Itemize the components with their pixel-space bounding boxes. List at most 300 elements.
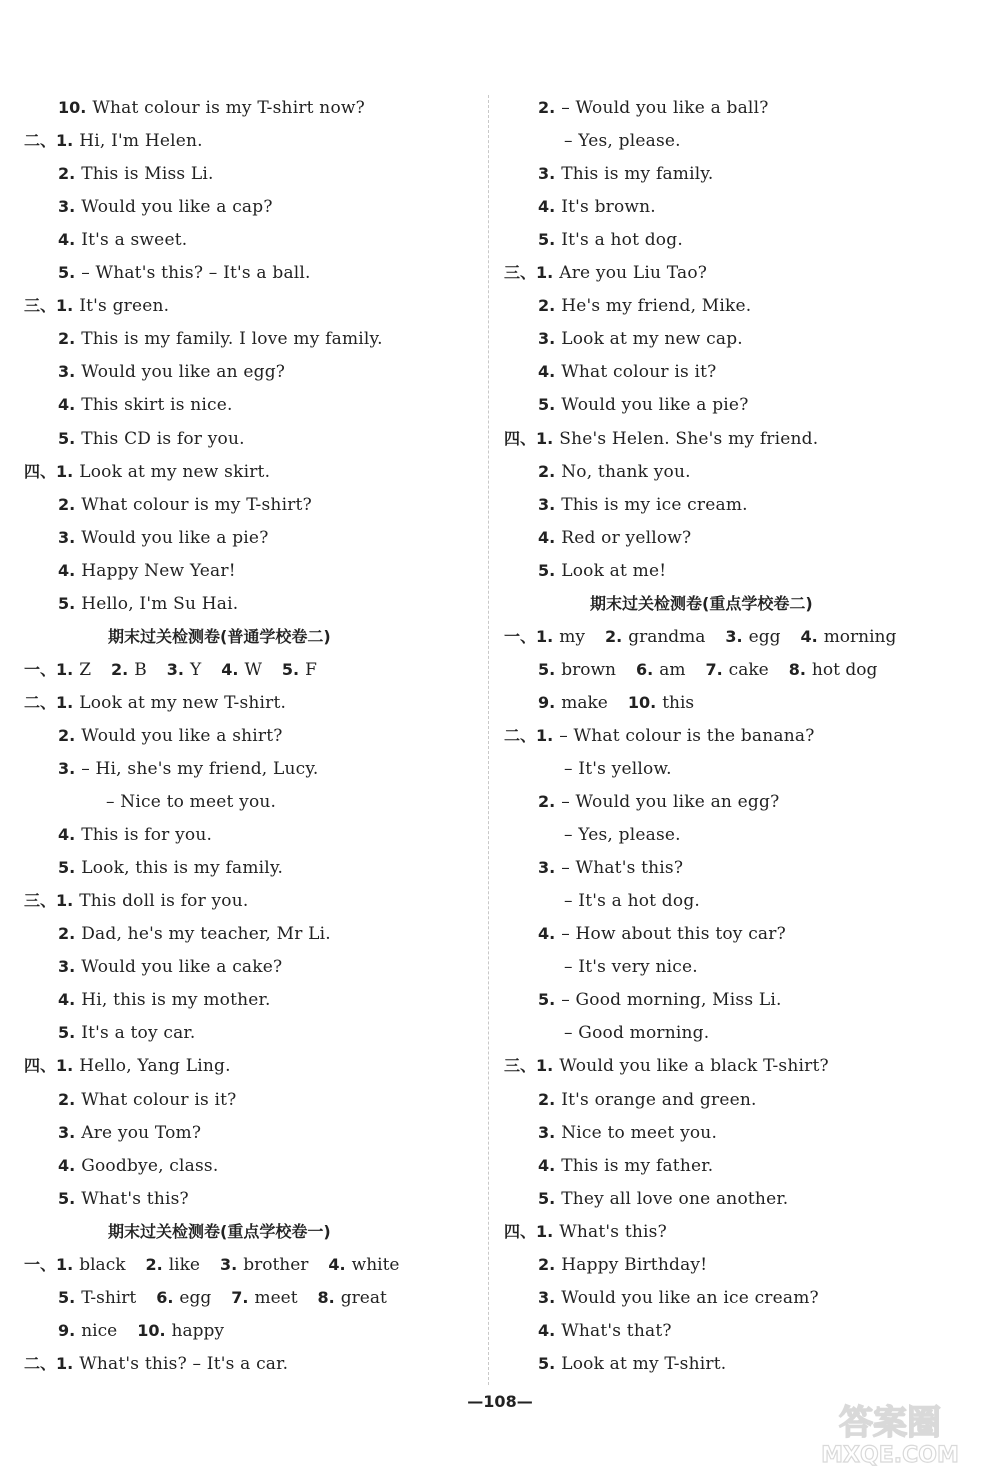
answer-item (137, 1320, 224, 1342)
answer-text: Look at my new skirt. (79, 461, 271, 482)
item-answer: great (340, 1287, 387, 1308)
answer-text: Would you like a cake? (81, 957, 283, 978)
item-answer: Y (189, 659, 202, 680)
section-marker: 三、 (504, 263, 537, 283)
item-number: 2. (58, 329, 76, 349)
answer-text: Look at my T-shirt. (561, 1353, 727, 1374)
item-number: 2. (58, 1089, 76, 1109)
answer-line (538, 295, 751, 317)
item-number: 5. (538, 1353, 556, 1373)
item-number: 3. (58, 957, 76, 977)
item-number: 3. (58, 759, 76, 778)
item-answer: happy (171, 1320, 224, 1341)
item-number: 2. (58, 164, 76, 184)
answer-text: Red or yellow? (561, 527, 692, 548)
section-marker: 一、 (24, 1254, 57, 1274)
answer-line (504, 725, 815, 747)
item-number: 9. (58, 1320, 76, 1340)
section-marker: 三、 (24, 891, 57, 911)
item-number: 1. (56, 659, 74, 679)
item-answer: morning (823, 626, 897, 647)
answer-item (636, 659, 685, 681)
item-answer: my (559, 626, 585, 647)
item-answer: W (244, 659, 262, 680)
item-number: 3. (58, 197, 76, 217)
answer-line (58, 494, 312, 516)
item-number: 2. (538, 461, 556, 481)
item-number: 2. (604, 626, 623, 646)
answer-item (221, 659, 262, 681)
item-number: 2. (538, 1089, 556, 1109)
answer-item (789, 659, 878, 681)
item-number: 10. (137, 1320, 166, 1340)
answer-line (58, 328, 383, 350)
item-number: 6. (156, 1287, 174, 1307)
answer-line (558, 758, 672, 780)
section-marker: 二、 (24, 131, 57, 151)
item-number: 8. (317, 1287, 335, 1307)
answer-items-row (58, 1287, 407, 1309)
answer-line (538, 229, 683, 251)
answer-item (705, 659, 768, 681)
answer-text: Would you like a shirt? (81, 725, 283, 746)
answer-text: Happy Birthday! (561, 1254, 708, 1275)
answer-line (58, 824, 212, 846)
answer-text: It's orange and green. (561, 1089, 757, 1110)
answer-text: This is Miss Li. (81, 164, 214, 185)
item-number: 1. (56, 1353, 74, 1373)
answer-text: What colour is it? (81, 1089, 237, 1110)
answer-text: – Would you like an egg? (561, 792, 780, 813)
answer-line (538, 196, 656, 218)
answer-text: – What's this? – It's a ball. (81, 263, 311, 284)
answer-line (538, 97, 769, 119)
answer-text: This is my family. (561, 164, 714, 185)
item-number: 4. (58, 990, 76, 1010)
answer-line (538, 857, 683, 879)
answer-text: – Good morning, Miss Li. (561, 990, 782, 1011)
item-number: 1. (536, 1221, 554, 1241)
answer-text: He's my friend, Mike. (561, 296, 752, 317)
answer-item (725, 626, 780, 648)
answer-line (24, 461, 270, 483)
section-marker: 一、 (504, 626, 537, 646)
answer-text: What's this? (559, 1221, 667, 1242)
item-number: 5. (58, 593, 76, 613)
item-number: 1. (56, 296, 74, 316)
answer-line (538, 1254, 707, 1276)
answer-line (58, 262, 311, 284)
answer-text: What colour is my T-shirt now? (92, 98, 365, 118)
answer-line (538, 1320, 672, 1342)
answer-line (58, 989, 271, 1011)
answer-text: They all love one another. (561, 1188, 789, 1209)
answer-item (800, 626, 896, 648)
answer-text: This CD is for you. (81, 428, 245, 449)
item-number: 3. (58, 1122, 76, 1142)
answer-text: This doll is for you. (79, 891, 249, 912)
section-marker: 四、 (24, 1056, 57, 1076)
item-answer: Z (79, 659, 92, 680)
answer-line (538, 560, 666, 582)
item-number: 2. (538, 98, 556, 117)
answer-text: What colour is it? (561, 362, 717, 383)
item-number: 5. (58, 263, 76, 283)
answer-item (56, 659, 91, 681)
answer-line (58, 1122, 201, 1144)
item-answer: white (351, 1254, 400, 1275)
item-number: 9. (538, 692, 556, 712)
item-number: 2. (111, 659, 129, 679)
item-number: 10. (58, 98, 87, 117)
answer-line (538, 163, 714, 185)
svg-text:MXQE.COM: MXQE.COM (821, 1443, 959, 1468)
item-answer: meet (254, 1287, 298, 1308)
answer-line (58, 163, 214, 185)
answer-line (58, 361, 285, 383)
item-number: 10. (627, 692, 657, 712)
watermark-logo (800, 1398, 980, 1468)
answer-item (58, 1320, 117, 1342)
answer-line (24, 890, 249, 912)
item-answer: grandma (628, 626, 706, 647)
item-number: 4. (538, 527, 556, 547)
item-number: 4. (538, 924, 556, 944)
column-divider (488, 95, 489, 1385)
section-title: 期末过关检测卷(普通学校卷二) (108, 626, 331, 646)
answer-text: What's this? – It's a car. (79, 1353, 289, 1374)
item-answer: brown (561, 659, 616, 680)
item-number: 2. (58, 725, 76, 745)
section-marker: 二、 (24, 1353, 57, 1373)
item-number: 3. (538, 494, 556, 514)
item-number: 3. (58, 362, 76, 382)
answer-item (536, 626, 585, 648)
item-number: 3. (538, 858, 556, 878)
answer-text: Hello, Yang Ling. (79, 1056, 231, 1077)
answer-line (58, 725, 283, 747)
item-number: 4. (538, 362, 556, 382)
answer-text: – Would you like a ball? (561, 98, 769, 118)
item-answer: B (134, 659, 147, 680)
answer-text: Look, this is my family. (81, 858, 284, 879)
answer-item (538, 659, 616, 681)
item-number: 5. (281, 659, 300, 679)
answer-text: What colour is my T-shirt? (81, 494, 312, 515)
answer-line (504, 428, 818, 450)
answer-line (24, 1055, 231, 1077)
item-number: 1. (56, 1254, 74, 1274)
answer-item (167, 659, 201, 681)
item-number: 5. (58, 1287, 76, 1307)
answer-line (538, 1122, 717, 1144)
answer-text: It's a hot dog. (561, 230, 683, 251)
item-number: 1. (536, 428, 554, 448)
answer-line (58, 560, 236, 582)
answer-line (58, 857, 283, 879)
answer-item (111, 659, 147, 681)
answer-text: It's green. (79, 296, 170, 317)
answer-item (328, 1254, 399, 1276)
answer-text: Are you Liu Tao? (559, 263, 708, 284)
item-number: 1. (536, 1056, 554, 1076)
answer-text: – Hi, she's my friend, Lucy. (81, 759, 319, 779)
answer-text: This is for you. (81, 825, 213, 846)
answer-item (538, 692, 608, 714)
answer-text: Would you like a pie? (81, 527, 269, 548)
answer-line (538, 1188, 788, 1210)
answer-text: Nice to meet you. (561, 1122, 718, 1143)
section-marker: 二、 (24, 692, 57, 712)
answer-line (58, 527, 269, 549)
item-number: 3. (166, 659, 184, 679)
answer-line (58, 428, 245, 450)
answer-text: Hello, I'm Su Hai. (81, 593, 239, 614)
item-answer: this (662, 692, 695, 713)
answer-text: It's a sweet. (81, 230, 188, 251)
answer-line (558, 1022, 709, 1044)
answer-line (538, 394, 749, 416)
item-number: 5. (58, 1023, 76, 1043)
answer-text: Look at my new T-shirt. (79, 692, 287, 713)
item-number: 4. (58, 230, 76, 250)
item-number: 2. (58, 494, 76, 514)
answer-items-row (24, 1254, 419, 1276)
answer-item (231, 1287, 297, 1309)
item-number: 5. (538, 659, 556, 679)
item-answer: egg (179, 1287, 212, 1308)
item-number: 5. (538, 395, 556, 415)
item-number: 3. (538, 164, 556, 184)
answer-text: It's brown. (561, 197, 656, 218)
answer-line (538, 328, 743, 350)
answer-text: It's a toy car. (81, 1023, 196, 1044)
answer-text: – Yes, please. (564, 131, 681, 152)
answer-text: She's Helen. She's my friend. (559, 428, 819, 449)
answer-text: – It's very nice. (564, 957, 698, 978)
answer-line (58, 1089, 236, 1111)
item-number: 4. (58, 560, 76, 580)
answer-line (538, 361, 716, 383)
item-number: 3. (58, 527, 76, 547)
answer-text: – It's a hot dog. (564, 891, 701, 912)
answer-text: – Yes, please. (564, 825, 681, 846)
item-number: 7. (705, 659, 723, 679)
answer-text: – How about this toy car? (561, 924, 786, 945)
answer-text: What's this? (81, 1188, 189, 1209)
item-number: 4. (538, 1320, 556, 1340)
item-number: 5. (538, 990, 556, 1010)
answer-text: This skirt is nice. (81, 395, 233, 416)
answer-text: Happy New Year! (81, 560, 236, 581)
answer-text: This is my father. (561, 1155, 714, 1176)
answer-line (538, 494, 748, 516)
section-marker: 一、 (24, 659, 57, 679)
section-marker: 三、 (504, 1056, 537, 1076)
answer-text: Would you like an egg? (81, 362, 286, 383)
item-number: 3. (538, 329, 556, 349)
answer-text: Goodbye, class. (81, 1155, 219, 1176)
answer-text: This is my family. I love my family. (81, 329, 383, 350)
answer-text: This is my ice cream. (561, 494, 748, 515)
answer-item (56, 1254, 126, 1276)
answer-text: Hi, this is my mother. (81, 990, 271, 1011)
item-answer: am (659, 659, 686, 680)
item-answer: F (305, 659, 317, 680)
item-number: 2. (58, 924, 76, 944)
item-answer: T-shirt (81, 1287, 137, 1308)
answer-line (58, 593, 238, 615)
answer-text: – It's yellow. (564, 759, 672, 779)
item-number: 8. (788, 659, 806, 679)
answer-items-row (538, 692, 714, 714)
answer-text: – Good morning. (564, 1023, 710, 1044)
svg-text:答案圈: 答案圈 (839, 1403, 941, 1443)
item-answer: hot dog (811, 659, 878, 680)
item-number: 1. (536, 626, 554, 646)
answer-text: Would you like a pie? (561, 395, 749, 416)
answer-line (58, 1188, 189, 1210)
answer-line (538, 1089, 757, 1111)
item-number: 3. (725, 626, 743, 646)
answer-item (318, 1287, 387, 1309)
answer-text: – What colour is the banana? (559, 725, 815, 746)
answer-text: No, thank you. (561, 461, 691, 482)
item-number: 2. (538, 1254, 556, 1274)
item-number: 4. (800, 626, 818, 646)
item-number: 5. (538, 560, 556, 580)
answer-line (558, 824, 681, 846)
item-answer: brother (243, 1254, 309, 1275)
answer-item (156, 1287, 211, 1309)
item-number: 5. (58, 1188, 76, 1208)
answer-line (24, 692, 286, 714)
answer-item (605, 626, 705, 648)
answer-line (538, 1155, 713, 1177)
answer-line (58, 956, 282, 978)
answer-line (58, 758, 319, 780)
item-number: 1. (56, 692, 74, 712)
section-title: 期末过关检测卷(重点学校卷二) (590, 593, 813, 613)
answer-line (58, 1022, 196, 1044)
item-number: 1. (536, 725, 554, 745)
answer-line (58, 97, 365, 119)
section-marker: 四、 (504, 428, 537, 448)
item-number: 2. (538, 296, 556, 316)
answer-line (58, 229, 187, 251)
answer-text: Would you like a cap? (81, 197, 273, 218)
answer-line (58, 1155, 218, 1177)
answer-line (538, 527, 691, 549)
section-title: 期末过关检测卷(重点学校卷一) (108, 1221, 331, 1241)
answer-line (504, 1055, 829, 1077)
item-number: 1. (536, 263, 554, 283)
section-marker: 三、 (24, 296, 57, 316)
answer-items-row (504, 626, 916, 648)
answer-line (558, 956, 698, 978)
answer-text: Would you like a black T-shirt? (559, 1056, 829, 1077)
answer-line (504, 262, 707, 284)
item-number: 4. (58, 1155, 76, 1175)
item-number: 3. (219, 1254, 238, 1274)
item-number: 4. (58, 825, 76, 845)
item-answer: cake (728, 659, 769, 680)
answer-line (58, 394, 233, 416)
answer-item (220, 1254, 308, 1276)
item-answer: egg (748, 626, 781, 647)
item-number: 2. (538, 792, 556, 812)
item-number: 4. (538, 1155, 556, 1175)
answer-item (146, 1254, 200, 1276)
answer-text: Hi, I'm Helen. (79, 131, 203, 152)
answer-line (558, 130, 681, 152)
answer-text: What's that? (561, 1320, 672, 1341)
item-number: 4. (221, 659, 239, 679)
answer-line (538, 989, 782, 1011)
answer-text: Dad, he's my teacher, Mr Li. (81, 924, 331, 945)
item-answer: nice (81, 1320, 118, 1341)
answer-text: Are you Tom? (81, 1122, 202, 1143)
item-number: 4. (328, 1254, 346, 1274)
answer-text: Look at my new cap. (561, 329, 743, 350)
item-number: 7. (231, 1287, 249, 1307)
item-number: 5. (58, 858, 76, 878)
section-marker: 四、 (24, 461, 57, 481)
item-answer: black (79, 1254, 126, 1275)
answer-item (58, 1287, 136, 1309)
page-number: —108— (467, 1392, 533, 1411)
item-number: 3. (538, 1287, 556, 1307)
item-number: 6. (635, 659, 654, 679)
answer-line (58, 923, 331, 945)
answer-line (538, 1287, 819, 1309)
item-number: 4. (538, 197, 556, 217)
answer-line (24, 1353, 288, 1375)
answer-line (558, 890, 700, 912)
item-number: 3. (538, 1122, 556, 1142)
answer-items-row (24, 659, 337, 681)
answer-line (100, 791, 276, 813)
item-number: 5. (538, 230, 556, 250)
answer-text: – Nice to meet you. (106, 792, 277, 813)
item-number: 1. (56, 1056, 74, 1076)
item-number: 1. (56, 891, 74, 911)
answer-items-row (538, 659, 897, 681)
item-number: 5. (538, 1188, 556, 1208)
item-number: 1. (56, 131, 74, 151)
answer-line (538, 1353, 726, 1375)
answer-line (58, 196, 273, 218)
item-answer: like (168, 1254, 200, 1275)
item-answer: make (561, 692, 608, 713)
item-number: 5. (58, 428, 76, 448)
answer-item (282, 659, 317, 681)
section-marker: 二、 (504, 725, 537, 745)
answer-line (538, 461, 691, 483)
answer-line (24, 130, 203, 152)
answer-text: Would you like an ice cream? (561, 1287, 819, 1308)
item-number: 1. (56, 461, 74, 481)
answer-text: Look at me! (561, 560, 667, 581)
answer-line (504, 1221, 667, 1243)
answer-line (538, 923, 786, 945)
answer-item (628, 692, 694, 714)
item-number: 2. (145, 1254, 163, 1274)
item-number: 4. (58, 395, 76, 415)
answer-items-row (58, 1320, 244, 1342)
answer-line (24, 295, 169, 317)
section-marker: 四、 (504, 1221, 537, 1241)
